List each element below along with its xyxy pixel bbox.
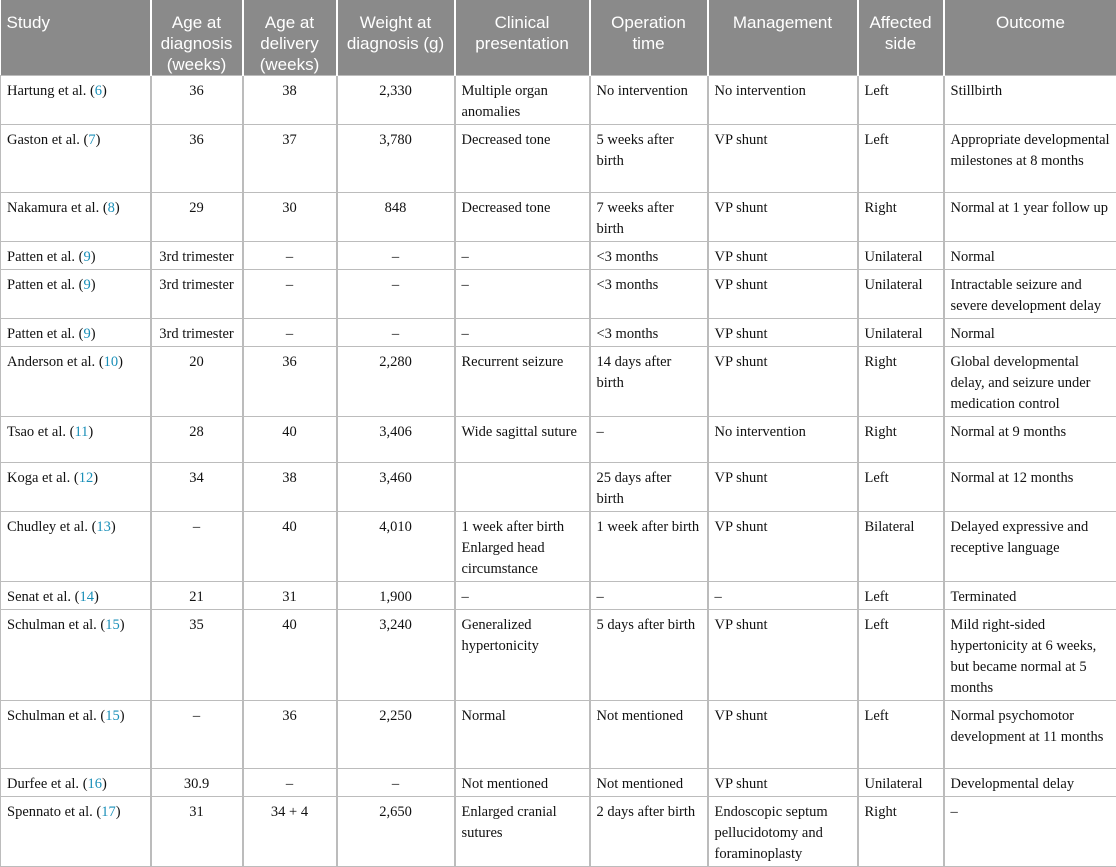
outcome-cell: Global developmental delay, and seizure under medication control bbox=[944, 347, 1116, 417]
outcome-cell: Normal at 1 year follow up bbox=[944, 193, 1116, 242]
weight-cell: – bbox=[337, 242, 455, 270]
study-name: Schulman et al. bbox=[7, 708, 97, 724]
management-cell: VP shunt bbox=[708, 610, 858, 701]
age-at-delivery-cell: 36 bbox=[243, 347, 337, 417]
affected-side-cell: Left bbox=[858, 701, 944, 769]
study-name: Patten et al. bbox=[7, 326, 75, 342]
clinical-presentation-cell bbox=[455, 463, 590, 512]
clinical-presentation-cell: Decreased tone bbox=[455, 193, 590, 242]
study-cell: Patten et al. (9) bbox=[1, 242, 151, 270]
study-name: Durfee et al. bbox=[7, 776, 79, 792]
clinical-presentation-cell: Recurrent seizure bbox=[455, 347, 590, 417]
study-name: Koga et al. bbox=[7, 470, 70, 486]
weight-cell: 2,280 bbox=[337, 347, 455, 417]
outcome-cell: Developmental delay bbox=[944, 769, 1116, 797]
operation-time-cell: 5 weeks after birth bbox=[590, 125, 708, 193]
reference-link[interactable]: 16 bbox=[88, 776, 103, 792]
operation-time-cell: 25 days after birth bbox=[590, 463, 708, 512]
affected-side-cell: Left bbox=[858, 76, 944, 125]
affected-side-cell: Left bbox=[858, 582, 944, 610]
weight-cell: – bbox=[337, 270, 455, 319]
operation-time-cell: <3 months bbox=[590, 242, 708, 270]
study-name: Tsao et al. bbox=[7, 424, 66, 440]
clinical-presentation-cell: Generalized hypertonicity bbox=[455, 610, 590, 701]
management-cell: No intervention bbox=[708, 76, 858, 125]
outcome-cell: Normal at 12 months bbox=[944, 463, 1116, 512]
age-at-diagnosis-cell: 29 bbox=[151, 193, 243, 242]
age-at-delivery-cell: 40 bbox=[243, 610, 337, 701]
weight-cell: 2,250 bbox=[337, 701, 455, 769]
affected-side-cell: Right bbox=[858, 193, 944, 242]
age-at-delivery-cell: 37 bbox=[243, 125, 337, 193]
reference-link[interactable]: 14 bbox=[80, 589, 95, 605]
weight-cell: 2,330 bbox=[337, 76, 455, 125]
age-at-diagnosis-cell: 21 bbox=[151, 582, 243, 610]
weight-cell: 848 bbox=[337, 193, 455, 242]
study-cell: Hartung et al. (6) bbox=[1, 76, 151, 125]
reference-link[interactable]: 7 bbox=[88, 132, 95, 148]
study-name: Nakamura et al. bbox=[7, 200, 99, 216]
study-name: Schulman et al. bbox=[7, 617, 97, 633]
header-affected-side: Affected side bbox=[858, 0, 944, 76]
study-cell: Nakamura et al. (8) bbox=[1, 193, 151, 242]
affected-side-cell: Unilateral bbox=[858, 769, 944, 797]
clinical-presentation-cell: Normal bbox=[455, 701, 590, 769]
operation-time-cell: – bbox=[590, 417, 708, 463]
study-name: Patten et al. bbox=[7, 249, 75, 265]
table-body bbox=[1, 76, 1116, 867]
study-cell: Senat et al. (14) bbox=[1, 582, 151, 610]
age-at-delivery-cell: 30 bbox=[243, 193, 337, 242]
weight-cell: 1,900 bbox=[337, 582, 455, 610]
age-at-delivery-cell: – bbox=[243, 319, 337, 347]
study-name: Senat et al. bbox=[7, 589, 71, 605]
outcome-cell: Appropriate developmental milestones at 8 months bbox=[944, 125, 1116, 193]
study-cell: Tsao et al. (11) bbox=[1, 417, 151, 463]
reference-link[interactable]: 15 bbox=[105, 617, 120, 633]
weight-cell: 3,780 bbox=[337, 125, 455, 193]
study-name: Patten et al. bbox=[7, 277, 75, 293]
reference-link[interactable]: 13 bbox=[96, 519, 111, 535]
clinical-presentation-cell: Not mentioned bbox=[455, 769, 590, 797]
management-cell: VP shunt bbox=[708, 463, 858, 512]
management-cell: VP shunt bbox=[708, 242, 858, 270]
outcome-cell: Normal at 9 months bbox=[944, 417, 1116, 463]
weight-cell: 3,406 bbox=[337, 417, 455, 463]
age-at-diagnosis-cell: 34 bbox=[151, 463, 243, 512]
management-cell: VP shunt bbox=[708, 125, 858, 193]
weight-cell: 4,010 bbox=[337, 512, 455, 582]
affected-side-cell: Unilateral bbox=[858, 270, 944, 319]
table-row bbox=[1, 193, 1116, 242]
affected-side-cell: Left bbox=[858, 125, 944, 193]
outcome-cell: Normal bbox=[944, 319, 1116, 347]
header-clinical-presentation: Clinical presentation bbox=[455, 0, 590, 76]
header-age-at-delivery: Age at delivery (weeks) bbox=[243, 0, 337, 76]
affected-side-cell: Unilateral bbox=[858, 319, 944, 347]
age-at-diagnosis-cell: 36 bbox=[151, 125, 243, 193]
operation-time-cell: 14 days after birth bbox=[590, 347, 708, 417]
age-at-diagnosis-cell: 3rd trimester bbox=[151, 319, 243, 347]
study-name: Spennato et al. bbox=[7, 804, 93, 820]
header-weight-at-diagnosis: Weight at diagnosis (g) bbox=[337, 0, 455, 76]
operation-time-cell: 1 week after birth bbox=[590, 512, 708, 582]
reference-link[interactable]: 9 bbox=[84, 277, 91, 293]
age-at-diagnosis-cell: 28 bbox=[151, 417, 243, 463]
age-at-delivery-cell: – bbox=[243, 270, 337, 319]
outcome-cell: Intractable seizure and severe development delay bbox=[944, 270, 1116, 319]
operation-time-cell: <3 months bbox=[590, 270, 708, 319]
management-cell: VP shunt bbox=[708, 193, 858, 242]
clinical-presentation-cell: Multiple organ anomalies bbox=[455, 76, 590, 125]
age-at-diagnosis-cell: 35 bbox=[151, 610, 243, 701]
clinical-presentation-cell: – bbox=[455, 242, 590, 270]
study-name: Gaston et al. bbox=[7, 132, 80, 148]
affected-side-cell: Bilateral bbox=[858, 512, 944, 582]
outcome-cell: Normal bbox=[944, 242, 1116, 270]
study-cell: Patten et al. (9) bbox=[1, 270, 151, 319]
header-study: Study bbox=[1, 0, 151, 76]
reference-link[interactable]: 9 bbox=[84, 326, 91, 342]
age-at-delivery-cell: 40 bbox=[243, 417, 337, 463]
age-at-delivery-cell: 34 + 4 bbox=[243, 797, 337, 867]
outcome-cell: – bbox=[944, 797, 1116, 867]
clinical-presentation-cell: – bbox=[455, 582, 590, 610]
management-cell: No intervention bbox=[708, 417, 858, 463]
table-row bbox=[1, 769, 1116, 797]
clinical-presentation-cell: 1 week after birth Enlarged head circumstance bbox=[455, 512, 590, 582]
weight-cell: 2,650 bbox=[337, 797, 455, 867]
age-at-diagnosis-cell: 31 bbox=[151, 797, 243, 867]
age-at-delivery-cell: – bbox=[243, 242, 337, 270]
table-row bbox=[1, 319, 1116, 347]
header-row bbox=[1, 0, 1116, 76]
study-cell: Koga et al. (12) bbox=[1, 463, 151, 512]
table-row bbox=[1, 582, 1116, 610]
table-row bbox=[1, 242, 1116, 270]
weight-cell: – bbox=[337, 319, 455, 347]
header-outcome: Outcome bbox=[944, 0, 1116, 76]
clinical-presentation-cell: Decreased tone bbox=[455, 125, 590, 193]
age-at-diagnosis-cell: – bbox=[151, 701, 243, 769]
outcome-cell: Stillbirth bbox=[944, 76, 1116, 125]
age-at-diagnosis-cell: 30.9 bbox=[151, 769, 243, 797]
study-cell: Patten et al. (9) bbox=[1, 319, 151, 347]
study-name: Hartung et al. bbox=[7, 83, 86, 99]
clinical-presentation-cell: Wide sagittal suture bbox=[455, 417, 590, 463]
study-cell: Durfee et al. (16) bbox=[1, 769, 151, 797]
affected-side-cell: Right bbox=[858, 797, 944, 867]
header-operation-time: Operation time bbox=[590, 0, 708, 76]
table-row bbox=[1, 347, 1116, 417]
age-at-delivery-cell: 36 bbox=[243, 701, 337, 769]
operation-time-cell: <3 months bbox=[590, 319, 708, 347]
affected-side-cell: Left bbox=[858, 610, 944, 701]
affected-side-cell: Right bbox=[858, 347, 944, 417]
reference-link[interactable]: 10 bbox=[104, 354, 119, 370]
operation-time-cell: No intervention bbox=[590, 76, 708, 125]
table-row bbox=[1, 512, 1116, 582]
weight-cell: 3,460 bbox=[337, 463, 455, 512]
age-at-diagnosis-cell: 3rd trimester bbox=[151, 242, 243, 270]
reference-link[interactable]: 12 bbox=[79, 470, 94, 486]
table-row bbox=[1, 417, 1116, 463]
outcome-cell: Mild right-sided hypertonicity at 6 weeks, but became normal at 5 months bbox=[944, 610, 1116, 701]
clinical-presentation-cell: – bbox=[455, 270, 590, 319]
study-cell: Schulman et al. (15) bbox=[1, 610, 151, 701]
clinical-presentation-cell: Enlarged cranial sutures bbox=[455, 797, 590, 867]
management-cell: VP shunt bbox=[708, 512, 858, 582]
management-cell: VP shunt bbox=[708, 319, 858, 347]
operation-time-cell: Not mentioned bbox=[590, 701, 708, 769]
outcome-cell: Terminated bbox=[944, 582, 1116, 610]
age-at-delivery-cell: 40 bbox=[243, 512, 337, 582]
age-at-diagnosis-cell: – bbox=[151, 512, 243, 582]
outcome-cell: Delayed expressive and receptive language bbox=[944, 512, 1116, 582]
management-cell: Endoscopic septum pellucidotomy and foraminoplasty bbox=[708, 797, 858, 867]
table-row bbox=[1, 125, 1116, 193]
management-cell: VP shunt bbox=[708, 270, 858, 319]
study-cell: Gaston et al. (7) bbox=[1, 125, 151, 193]
table-row bbox=[1, 76, 1116, 125]
table-row bbox=[1, 797, 1116, 867]
study-name: Chudley et al. bbox=[7, 519, 88, 535]
header-age-at-diagnosis: Age at diagnosis (weeks) bbox=[151, 0, 243, 76]
reference-link[interactable]: 6 bbox=[95, 83, 102, 99]
operation-time-cell: Not mentioned bbox=[590, 769, 708, 797]
age-at-diagnosis-cell: 20 bbox=[151, 347, 243, 417]
management-cell: VP shunt bbox=[708, 347, 858, 417]
age-at-diagnosis-cell: 3rd trimester bbox=[151, 270, 243, 319]
weight-cell: – bbox=[337, 769, 455, 797]
weight-cell: 3,240 bbox=[337, 610, 455, 701]
study-cell: Anderson et al. (10) bbox=[1, 347, 151, 417]
reference-link[interactable]: 9 bbox=[84, 249, 91, 265]
affected-side-cell: Right bbox=[858, 417, 944, 463]
header-management: Management bbox=[708, 0, 858, 76]
clinical-presentation-cell: – bbox=[455, 319, 590, 347]
reference-link[interactable]: 11 bbox=[74, 424, 88, 440]
study-cell: Schulman et al. (15) bbox=[1, 701, 151, 769]
management-cell: VP shunt bbox=[708, 769, 858, 797]
operation-time-cell: 5 days after birth bbox=[590, 610, 708, 701]
table-row bbox=[1, 463, 1116, 512]
age-at-diagnosis-cell: 36 bbox=[151, 76, 243, 125]
operation-time-cell: – bbox=[590, 582, 708, 610]
study-cell: Chudley et al. (13) bbox=[1, 512, 151, 582]
operation-time-cell: 7 weeks after birth bbox=[590, 193, 708, 242]
age-at-delivery-cell: 38 bbox=[243, 463, 337, 512]
management-cell: VP shunt bbox=[708, 701, 858, 769]
table-row bbox=[1, 610, 1116, 701]
age-at-delivery-cell: 31 bbox=[243, 582, 337, 610]
affected-side-cell: Left bbox=[858, 463, 944, 512]
table-row bbox=[1, 701, 1116, 769]
management-cell: – bbox=[708, 582, 858, 610]
table-row bbox=[1, 270, 1116, 319]
reference-link[interactable]: 15 bbox=[105, 708, 120, 724]
operation-time-cell: 2 days after birth bbox=[590, 797, 708, 867]
reference-link[interactable]: 17 bbox=[101, 804, 116, 820]
study-name: Anderson et al. bbox=[7, 354, 95, 370]
reference-link[interactable]: 8 bbox=[108, 200, 115, 216]
study-cell: Spennato et al. (17) bbox=[1, 797, 151, 867]
outcome-cell: Normal psychomotor development at 11 months bbox=[944, 701, 1116, 769]
affected-side-cell: Unilateral bbox=[858, 242, 944, 270]
age-at-delivery-cell: – bbox=[243, 769, 337, 797]
age-at-delivery-cell: 38 bbox=[243, 76, 337, 125]
